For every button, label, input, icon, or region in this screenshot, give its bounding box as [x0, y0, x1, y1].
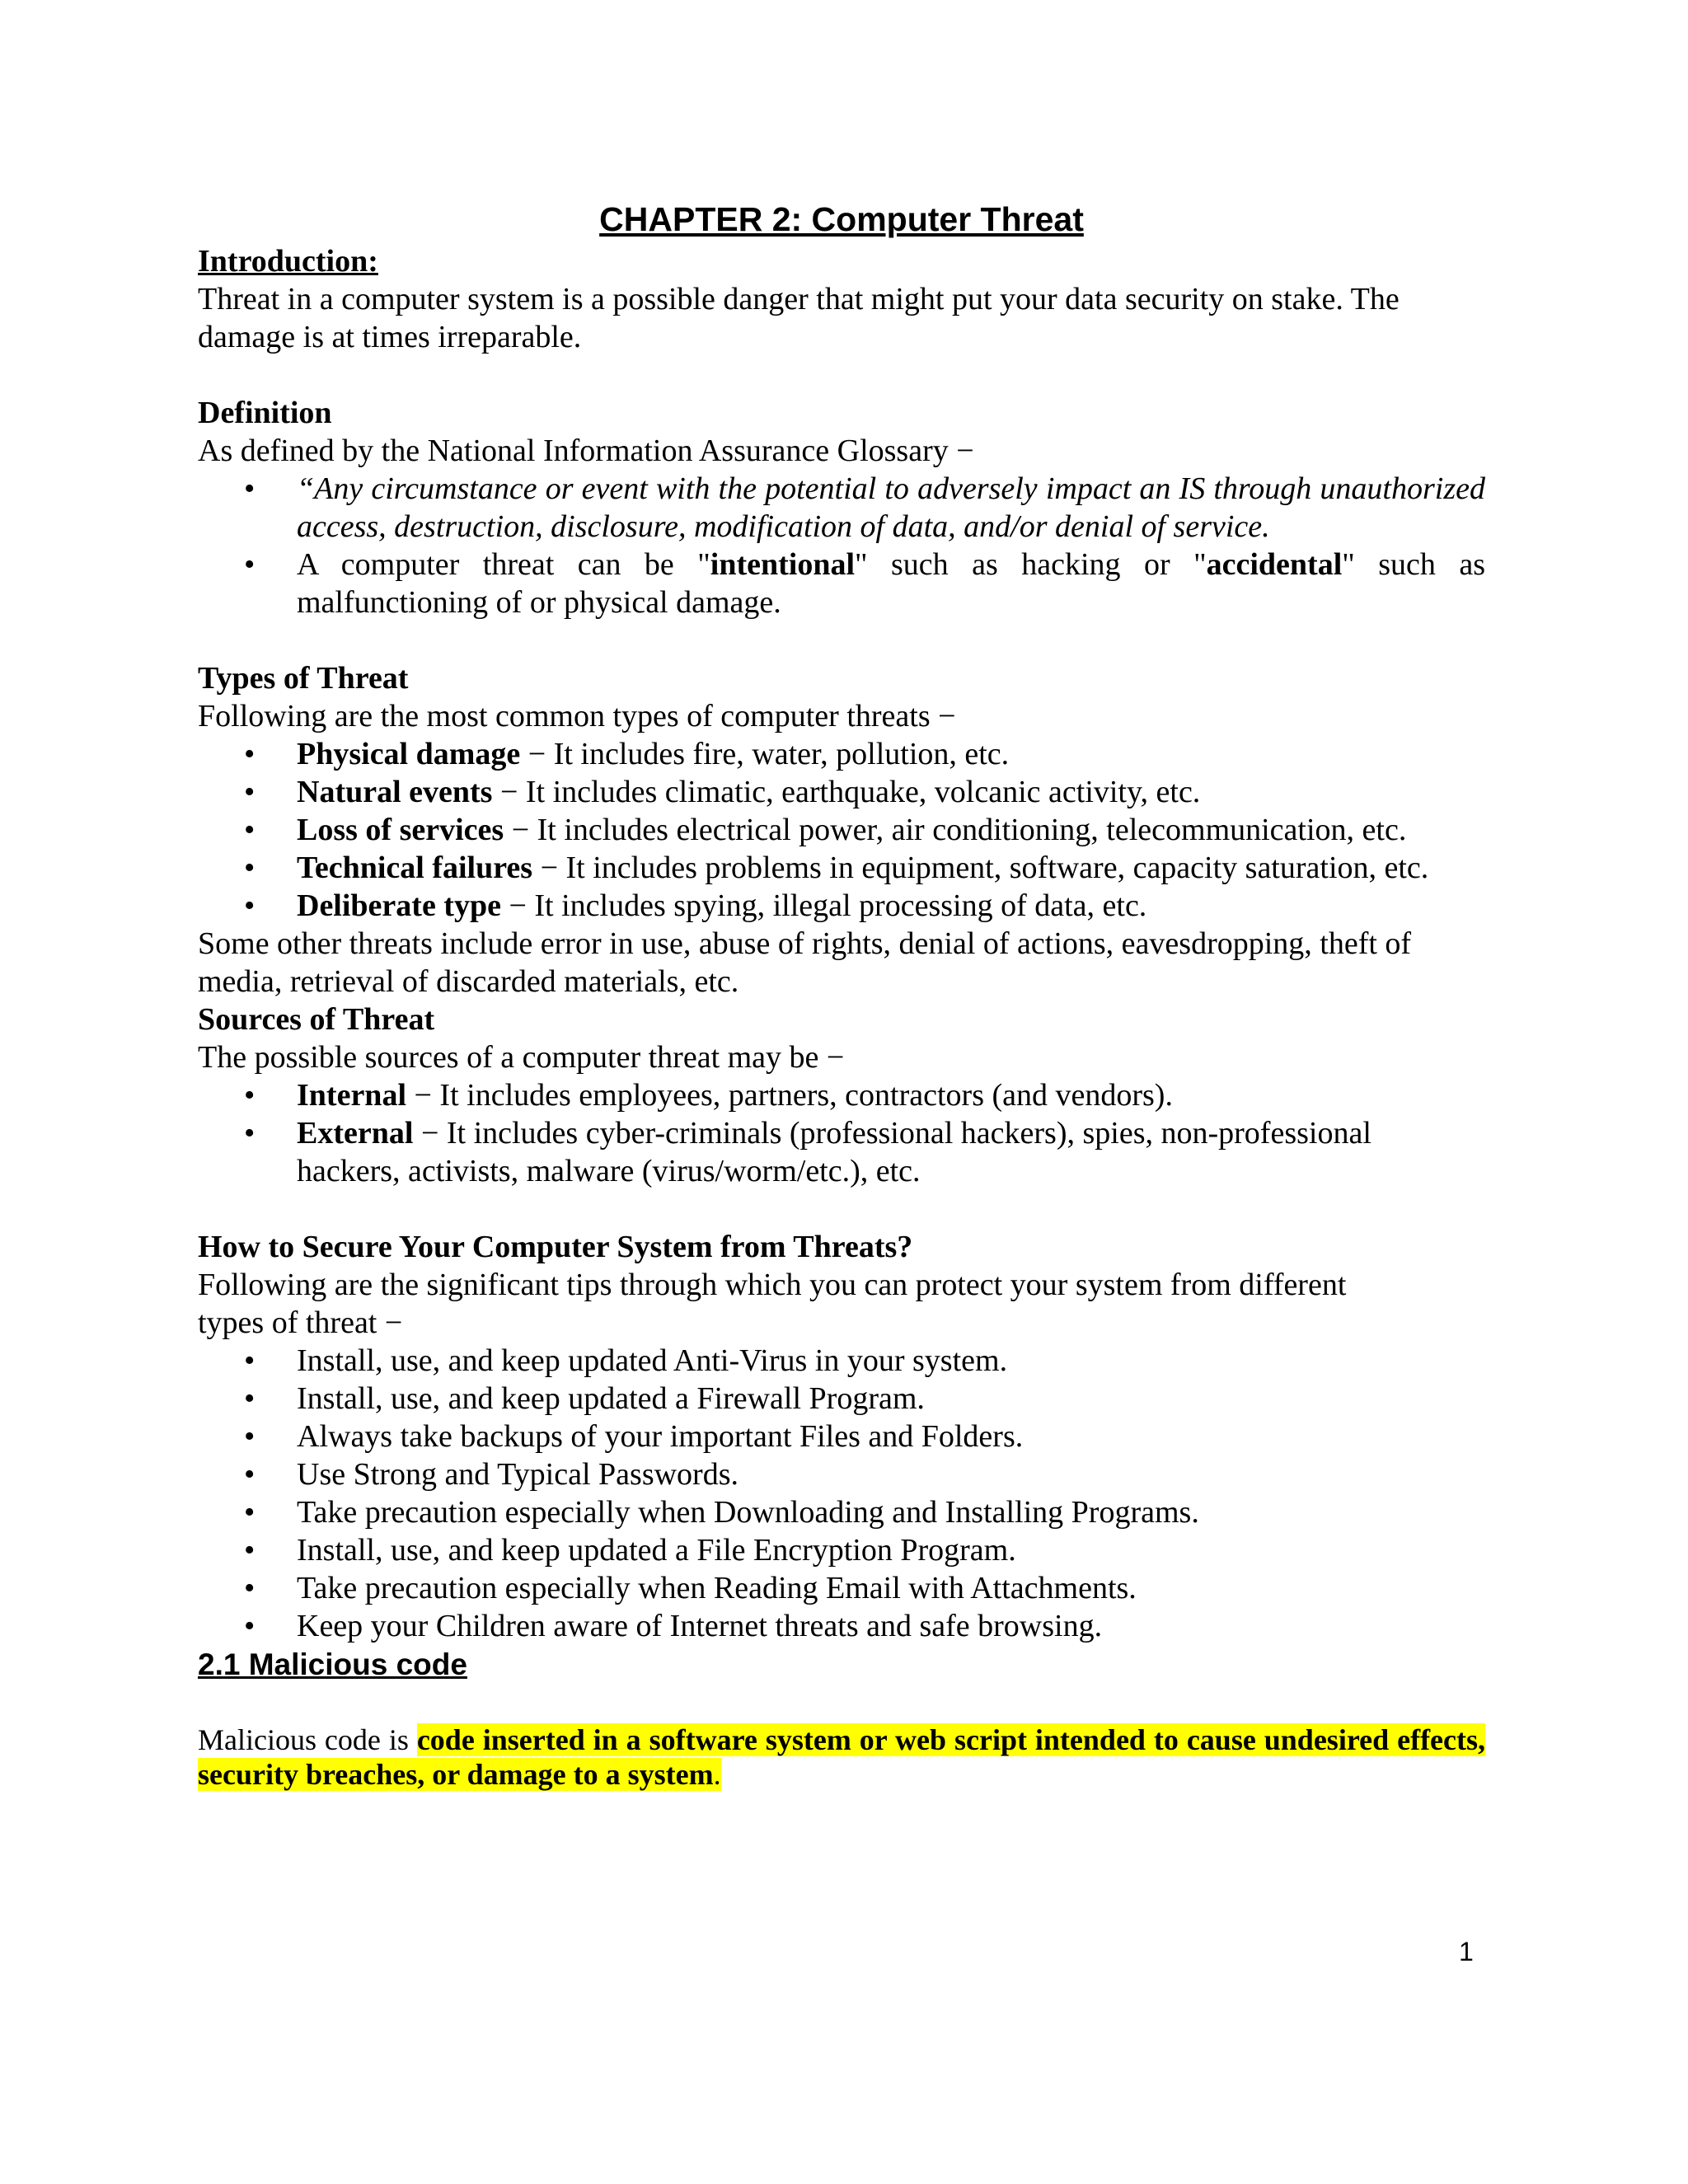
text-run: .: [713, 1758, 721, 1791]
item-term: Loss of services: [297, 813, 504, 847]
list-item: [198, 1418, 1485, 1455]
list-item: [198, 1380, 1485, 1418]
section-heading: 2.1 Malicious code: [198, 1647, 467, 1681]
highlighted-text: code inserted in a software system or web script intended to cause undesired effects, security breaches, or damage to a system: [198, 1723, 1486, 1791]
spacer: [198, 1190, 1485, 1228]
secure-lead: Following are the significant tips through which you can protect your system from different types of threat −: [198, 1268, 1347, 1340]
intro-text: Threat in a computer system is a possible danger that might put your data security on stake. The damage is at times irreparable.: [198, 282, 1400, 354]
list-item: [198, 1114, 1485, 1190]
list-item: [198, 1569, 1485, 1607]
item-desc: − It includes spying, illegal processing of data, etc.: [500, 888, 1147, 923]
sources-list: [198, 1076, 1485, 1190]
sources-heading: Sources of Threat: [198, 1002, 435, 1037]
item-desc: − It includes electrical power, air conditioning, telecommunication, etc.: [504, 813, 1407, 847]
bullet-icon: •: [244, 813, 256, 847]
page-title: CHAPTER 2: Computer Threat: [599, 200, 1084, 238]
types-list: [198, 735, 1485, 925]
item-term: External: [297, 1116, 414, 1151]
bullet-icon: •: [244, 1078, 256, 1113]
item-text: Install, use, and keep updated a File Encryption Program.: [297, 1533, 1016, 1568]
bullet-icon: •: [244, 1571, 256, 1605]
bullet-icon: •: [244, 471, 256, 506]
item-term: Physical damage: [297, 737, 521, 771]
document-page: [198, 198, 1485, 1792]
list-item: [198, 849, 1485, 887]
bullet-icon: •: [244, 775, 256, 809]
list-item: [198, 1076, 1485, 1114]
item-desc: − It includes fire, water, pollution, etc.: [520, 737, 1010, 771]
item-text: Install, use, and keep updated a Firewall Program.: [297, 1381, 925, 1416]
bullet-icon: •: [244, 1419, 256, 1454]
definition-heading: Definition: [198, 396, 332, 430]
item-text: Use Strong and Typical Passwords.: [297, 1457, 738, 1492]
page-number: 1: [1459, 1937, 1474, 1966]
malicious-paragraph: [198, 1722, 1485, 1792]
bullet-icon: •: [244, 1457, 256, 1492]
bullet-icon: •: [244, 1343, 256, 1378]
item-term: Technical failures: [297, 851, 533, 885]
list-item: [198, 1607, 1485, 1645]
bullet-icon: •: [244, 1533, 256, 1568]
item-desc: − It includes climatic, earthquake, volcanic activity, etc.: [492, 775, 1201, 809]
item-text: Take precaution especially when Downloading and Installing Programs.: [297, 1495, 1199, 1530]
bullet-icon: •: [244, 1116, 256, 1151]
bullet-icon: •: [244, 1381, 256, 1416]
text-run: " such as malfunctioning of or physical damage.: [297, 547, 1485, 620]
secure-heading: How to Secure Your Computer System from Threats?: [198, 1230, 913, 1264]
item-text: Install, use, and keep updated Anti-Virus in your system.: [297, 1343, 1008, 1378]
spacer: [198, 356, 1485, 394]
bullet-icon: •: [244, 547, 256, 582]
item-term: Internal: [297, 1078, 406, 1113]
bullet-icon: •: [244, 1495, 256, 1530]
list-item: [198, 811, 1485, 849]
definition-list: [198, 470, 1485, 621]
list-item: [198, 735, 1485, 773]
bullet-icon: •: [244, 851, 256, 885]
spacer: [198, 621, 1485, 659]
spacer: [198, 1685, 1485, 1722]
list-item: [198, 1493, 1485, 1531]
intro-heading: Introduction:: [198, 244, 378, 279]
item-term: Deliberate type: [297, 888, 501, 923]
list-item: [198, 887, 1485, 925]
types-after: Some other threats include error in use, abuse of rights, denial of actions, eavesdropping, theft of media, retrieval of discarded materials, etc.: [198, 926, 1412, 999]
list-item: [198, 1531, 1485, 1569]
list-item: [198, 470, 1485, 546]
definition-quote: “Any circumstance or event with the potential to adversely impact an IS through unauthorized access, destruction, disclosure, modification of data, and/or denial of service.: [297, 471, 1485, 544]
item-text: Take precaution especially when Reading Email with Attachments.: [297, 1571, 1137, 1605]
item-term: Natural events: [297, 775, 493, 809]
types-lead: Following are the most common types of computer threats −: [198, 699, 956, 733]
bold-term: intentional: [710, 547, 856, 582]
text-run: " such as hacking or ": [855, 547, 1207, 582]
text-run: A computer threat can be ": [297, 547, 710, 582]
item-desc: − It includes cyber-criminals (professional hackers), spies, non-professional hackers, activists, malware (virus/worm/etc.), etc.: [297, 1116, 1372, 1188]
item-text: Always take backups of your important Files and Folders.: [297, 1419, 1024, 1454]
definition-lead: As defined by the National Information Assurance Glossary −: [198, 434, 974, 468]
item-desc: − It includes problems in equipment, software, capacity saturation, etc.: [532, 851, 1429, 885]
bullet-icon: •: [244, 888, 256, 923]
bullet-icon: •: [244, 737, 256, 771]
secure-list: [198, 1342, 1485, 1645]
item-text: Keep your Children aware of Internet threats and safe browsing.: [297, 1609, 1103, 1643]
bullet-icon: •: [244, 1609, 256, 1643]
list-item: [198, 1342, 1485, 1380]
types-heading: Types of Threat: [198, 661, 409, 696]
sources-lead: The possible sources of a computer threat may be −: [198, 1040, 845, 1075]
text-run: Malicious code is: [198, 1723, 417, 1756]
list-item: [198, 1455, 1485, 1493]
bold-term: accidental: [1206, 547, 1343, 582]
list-item: [198, 773, 1485, 811]
item-desc: − It includes employees, partners, contractors (and vendors).: [406, 1078, 1173, 1113]
list-item: [198, 546, 1485, 621]
